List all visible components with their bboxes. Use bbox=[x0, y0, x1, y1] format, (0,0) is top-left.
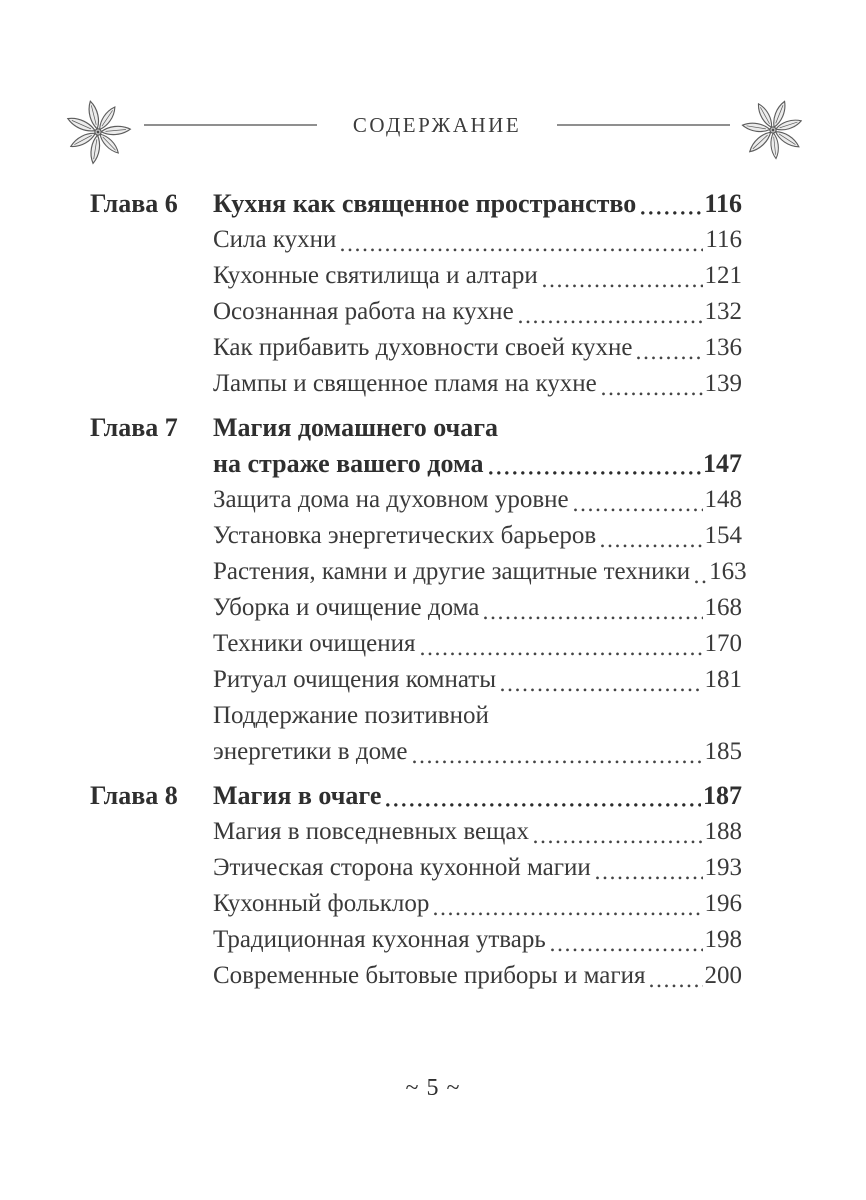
dot-leader bbox=[596, 876, 703, 880]
dot-leader bbox=[341, 248, 703, 252]
entry-line bbox=[213, 518, 742, 554]
entry-page-number: 181 bbox=[704, 666, 742, 693]
dot-leader bbox=[413, 760, 703, 764]
entry-line bbox=[213, 626, 742, 662]
dot-leader bbox=[534, 840, 703, 844]
chapter-heading-row bbox=[90, 186, 742, 222]
entry-page-number: 200 bbox=[704, 962, 742, 989]
toc-chapter bbox=[90, 778, 742, 994]
toc-entry bbox=[213, 850, 742, 886]
dot-leader bbox=[574, 508, 703, 512]
entry-text: Кухонный фольклор bbox=[213, 890, 430, 917]
chapter-page-number: 147 bbox=[703, 449, 742, 478]
toc-entry bbox=[213, 222, 742, 258]
entry-page-number: 198 bbox=[704, 926, 742, 953]
chapter-page-number: 116 bbox=[704, 189, 742, 218]
entry-text: Кухонные святилища и алтари bbox=[213, 262, 538, 289]
header-rule-left bbox=[144, 124, 317, 126]
entry-page-number: 163 bbox=[709, 558, 747, 585]
chapter-title-line bbox=[213, 778, 742, 814]
toc-entry bbox=[213, 590, 742, 626]
entry-text: Защита дома на духовном уровне bbox=[213, 486, 569, 513]
entry-line bbox=[213, 554, 747, 590]
dot-leader bbox=[650, 984, 702, 988]
toc-entry bbox=[213, 922, 742, 958]
chapter-title-line bbox=[213, 410, 742, 446]
entry-text: Сила кухни bbox=[213, 226, 337, 253]
entry-page-number: 170 bbox=[704, 630, 742, 657]
entry-line bbox=[213, 294, 742, 330]
entry-text: Современные бытовые приборы и магия bbox=[213, 962, 646, 989]
entry-text: Традиционная кухонная утварь bbox=[213, 926, 546, 953]
entry-line bbox=[213, 814, 742, 850]
entry-text: Осознанная работа на кухне bbox=[213, 298, 514, 325]
contents-header bbox=[60, 82, 808, 168]
entry-text: Техники очищения bbox=[213, 630, 416, 657]
entry-text: Растения, камни и другие защитные техники bbox=[213, 558, 691, 585]
entry-line bbox=[213, 850, 742, 886]
toc-entry bbox=[213, 814, 742, 850]
entry-text: Как прибавить духовности своей кухне bbox=[213, 334, 633, 361]
entry-line bbox=[213, 662, 742, 698]
toc-entry bbox=[213, 330, 742, 366]
entry-page-number: 139 bbox=[704, 370, 742, 397]
entry-line bbox=[213, 330, 742, 366]
toc-entry bbox=[213, 366, 742, 402]
chapter-page-number: 187 bbox=[703, 781, 742, 810]
chapter-title bbox=[213, 410, 742, 482]
dot-leader bbox=[637, 356, 702, 360]
entry-line bbox=[213, 922, 742, 958]
entry-line bbox=[213, 698, 742, 734]
dot-leader bbox=[543, 284, 703, 288]
entry-text: Установка энергетических барьеров bbox=[213, 522, 597, 549]
entry-page-number: 136 bbox=[704, 334, 742, 361]
chapter-heading-row bbox=[90, 410, 742, 482]
dot-leader bbox=[695, 580, 707, 584]
star-anise-flower-left-icon bbox=[60, 96, 136, 168]
entry-text: Поддержание позитивной bbox=[213, 702, 489, 729]
toc-entry bbox=[213, 518, 742, 554]
toc bbox=[90, 186, 747, 1002]
dot-leader bbox=[501, 688, 702, 692]
toc-entry bbox=[213, 626, 742, 662]
entry-page-number: 121 bbox=[704, 262, 742, 289]
dot-leader bbox=[602, 392, 703, 396]
chapter-label: Глава 8 bbox=[90, 781, 178, 810]
chapter-label: Глава 7 bbox=[90, 413, 178, 442]
chapter-title-line bbox=[213, 186, 742, 222]
dot-leader bbox=[434, 912, 702, 916]
page-title: СОДЕРЖАНИЕ bbox=[352, 112, 522, 137]
entry-text: Ритуал очищения комнаты bbox=[213, 666, 497, 693]
header-rule-right bbox=[557, 124, 730, 126]
dot-leader bbox=[601, 544, 702, 548]
toc-chapter bbox=[90, 186, 742, 402]
entry-line bbox=[213, 222, 742, 258]
dot-leader bbox=[551, 948, 703, 952]
chapter-title-text: Магия домашнего очага bbox=[213, 413, 499, 442]
chapter-heading-row bbox=[90, 778, 742, 814]
entry-line bbox=[213, 886, 742, 922]
chapter-title-line bbox=[213, 446, 742, 482]
entry-line bbox=[213, 590, 742, 626]
entry-line bbox=[213, 958, 742, 994]
dot-leader bbox=[519, 320, 703, 324]
toc-entry bbox=[213, 698, 742, 770]
entry-text: энергетики в доме bbox=[213, 738, 408, 765]
entry-text: Лампы и священное пламя на кухне bbox=[213, 370, 597, 397]
toc-entry bbox=[213, 258, 742, 294]
toc-chapter bbox=[90, 410, 747, 770]
dot-leader bbox=[489, 471, 702, 475]
chapter-title-text: на страже вашего дома bbox=[213, 449, 484, 478]
chapter-label: Глава 6 bbox=[90, 189, 178, 218]
entry-page-number: 116 bbox=[705, 226, 742, 253]
entry-line bbox=[213, 734, 742, 770]
toc-entry bbox=[213, 662, 742, 698]
dot-leader bbox=[641, 211, 702, 215]
folio-page-number: ~ 5 ~ bbox=[405, 1075, 461, 1101]
chapter-title bbox=[213, 778, 742, 814]
chapter-title-text: Кухня как священное пространство bbox=[213, 189, 637, 218]
dot-leader bbox=[484, 616, 702, 620]
entry-page-number: 168 bbox=[704, 594, 742, 621]
toc-entry bbox=[213, 886, 742, 922]
chapter-title-text: Магия в очаге bbox=[213, 781, 382, 810]
dot-leader bbox=[421, 652, 703, 656]
entry-page-number: 148 bbox=[704, 486, 742, 513]
entry-line bbox=[213, 482, 742, 518]
toc-entry bbox=[213, 294, 742, 330]
toc-entry bbox=[213, 958, 742, 994]
toc-entry bbox=[213, 482, 742, 518]
entry-text: Этическая сторона кухонной магии bbox=[213, 854, 591, 881]
entry-page-number: 196 bbox=[704, 890, 742, 917]
entry-line bbox=[213, 258, 742, 294]
entry-line bbox=[213, 366, 742, 402]
star-anise-flower-right-icon bbox=[738, 95, 808, 165]
entry-page-number: 154 bbox=[704, 522, 742, 549]
entry-page-number: 132 bbox=[704, 298, 742, 325]
entry-page-number: 193 bbox=[704, 854, 742, 881]
toc-entry bbox=[213, 554, 747, 590]
entry-page-number: 185 bbox=[704, 738, 742, 765]
entry-text: Уборка и очищение дома bbox=[213, 594, 480, 621]
entry-text: Магия в повседневных вещах bbox=[213, 818, 529, 845]
entry-page-number: 188 bbox=[704, 818, 742, 845]
chapter-title bbox=[213, 186, 742, 222]
dot-leader bbox=[386, 803, 701, 807]
